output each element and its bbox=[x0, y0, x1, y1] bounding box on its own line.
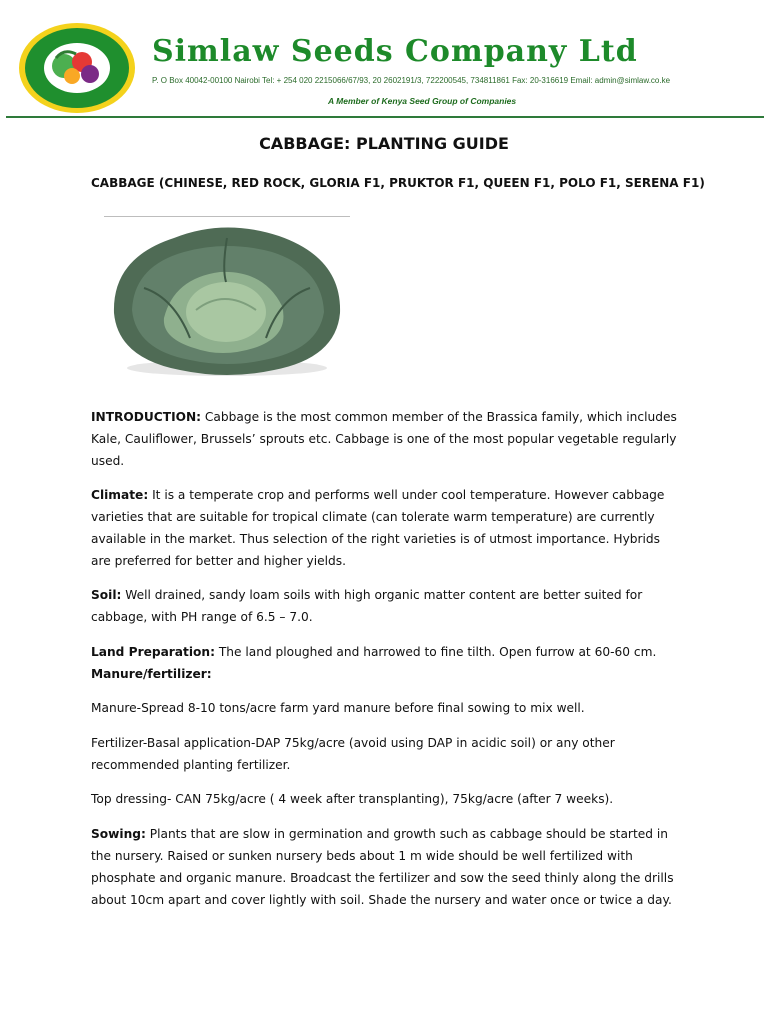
header-divider bbox=[6, 116, 764, 118]
text-soil: Well drained, sandy loam soils with high organic matter content are better suited for cabbage, with PH range of 6.5 – 7.0. bbox=[91, 588, 643, 624]
paragraph-manure: Manure-Spread 8-10 tons/acre farm yard manure before final sowing to mix well. bbox=[91, 701, 585, 715]
letterhead bbox=[0, 0, 768, 118]
photo-top-line bbox=[104, 216, 350, 217]
text-sowing: Plants that are slow in germination and growth such as cabbage should be started in the nursery. Raised or sunken nursery beds about 1 m wide should be well fertilized with phosphate and organic manure. Broadcast the fertilizer and sow the seed thinly along the drills about 10cm apart and cover lightly with soil. Shade the nursery and water once or twice a day. bbox=[91, 827, 674, 907]
varieties-subtitle: CABBAGE (CHINESE, RED ROCK, GLORIA F1, PRUKTOR F1, QUEEN F1, POLO F1, SERENA F1) bbox=[91, 176, 705, 190]
paragraph-sowing bbox=[91, 823, 683, 911]
text-climate: It is a temperate crop and performs well under cool temperature. However cabbage varieties that are suitable for tropical climate (can tolerate warm temperature) are currently available in the market. Thus selection of the right varieties is of utmost importance. Hybrids are preferred for better and higher yields. bbox=[91, 488, 665, 568]
simlaw-logo bbox=[18, 22, 136, 114]
paragraph-soil bbox=[91, 584, 683, 628]
label-soil: Soil: bbox=[91, 588, 122, 602]
paragraph-top-dressing: Top dressing- CAN 75kg/acre ( 4 week after transplanting), 75kg/acre (after 7 weeks). bbox=[91, 792, 614, 806]
cabbage-photo bbox=[104, 218, 350, 378]
page-title: CABBAGE: PLANTING GUIDE bbox=[259, 134, 509, 153]
label-manure-fertilizer: Manure/fertilizer: bbox=[91, 667, 212, 681]
text-land-preparation: The land ploughed and harrowed to fine tilth. Open furrow at 60-60 cm. bbox=[214, 645, 657, 659]
member-line: A Member of Kenya Seed Group of Companies bbox=[328, 96, 517, 106]
paragraph-land-preparation bbox=[91, 641, 683, 685]
paragraph-climate bbox=[91, 484, 683, 572]
label-sowing: Sowing: bbox=[91, 827, 146, 841]
paragraph-fertilizer: Fertilizer-Basal application-DAP 75kg/acre (avoid using DAP in acidic soil) or any other recommended planting fertilizer. bbox=[91, 736, 615, 772]
label-land-preparation: Land Preparation: bbox=[91, 645, 215, 659]
label-climate: Climate: bbox=[91, 488, 149, 502]
contact-line: P. O Box 40042-00100 Nairobi Tel: + 254 020 2215066/67/93, 20 2602191/3, 722200545, 734811861 Fax: 20-316619 Email: admin@simlaw.co.ke bbox=[152, 76, 671, 85]
text-introduction: Cabbage is the most common member of the Brassica family, which includes Kale, Cauliflower, Brussels’ sprouts etc. Cabbage is one of the most popular vegetable regularly used. bbox=[91, 410, 677, 468]
label-introduction: INTRODUCTION: bbox=[91, 410, 202, 424]
company-name: Simlaw Seeds Company Ltd bbox=[152, 34, 638, 69]
paragraph-introduction bbox=[91, 406, 683, 472]
